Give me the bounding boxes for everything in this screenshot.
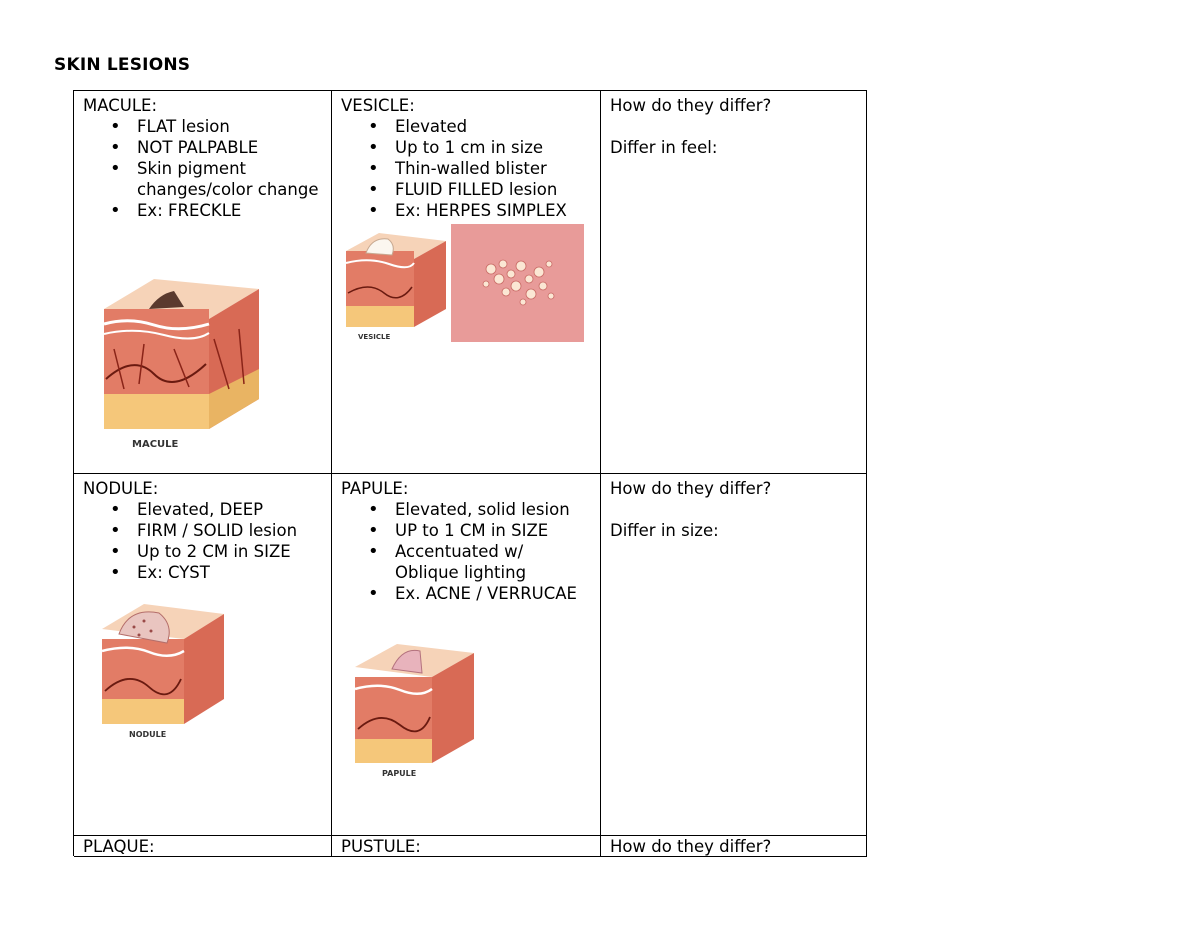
list-item: • Accentuated w/ Oblique lighting <box>341 541 592 583</box>
cell-comparison-3 <box>601 836 867 857</box>
comparison-answer: Differ in feel: <box>610 138 718 157</box>
plaque-heading: PLAQUE: <box>83 837 155 856</box>
list-item: • FIRM / SOLID lesion <box>83 520 323 541</box>
list-item: • Ex: FRECKLE <box>83 200 323 221</box>
papule-bullet-list <box>341 499 592 604</box>
vesicle-heading: VESICLE: <box>341 96 415 115</box>
papule-diagram <box>352 639 477 779</box>
comparison-question: How do they differ? <box>610 96 772 115</box>
comparison-answer: Differ in size: <box>610 521 719 540</box>
cell-macule <box>74 91 332 474</box>
document-title: SKIN LESIONS <box>54 55 191 75</box>
nodule-diagram <box>99 599 229 739</box>
cell-comparison-1 <box>601 91 867 474</box>
list-item: • Ex: HERPES SIMPLEX <box>341 200 592 221</box>
comparison-question: How do they differ? <box>610 837 772 856</box>
lesion-table <box>73 90 867 856</box>
macule-heading: MACULE: <box>83 96 158 115</box>
macule-diagram <box>94 269 264 449</box>
list-item: • NOT PALPABLE <box>83 137 323 158</box>
list-item: • UP to 1 CM in SIZE <box>341 520 592 541</box>
cell-comparison-2 <box>601 474 867 836</box>
macule-caption: MACULE <box>132 439 179 449</box>
list-item: • Up to 2 CM in SIZE <box>83 541 323 562</box>
papule-caption: PAPULE <box>382 769 417 778</box>
herpes-photo <box>451 224 584 342</box>
cell-nodule <box>74 474 332 836</box>
list-item: • Elevated <box>341 116 592 137</box>
cell-vesicle <box>332 91 601 474</box>
list-item: • Thin-walled blister <box>341 158 592 179</box>
papule-heading: PAPULE: <box>341 479 409 498</box>
pustule-heading: PUSTULE: <box>341 837 421 856</box>
list-item: • Elevated, solid lesion <box>341 499 592 520</box>
list-item: • FLAT lesion <box>83 116 323 137</box>
list-item: • Elevated, DEEP <box>83 499 323 520</box>
comparison-question: How do they differ? <box>610 479 772 498</box>
vesicle-diagram <box>344 231 449 341</box>
cell-plaque <box>74 836 332 857</box>
vesicle-bullet-list <box>341 116 592 221</box>
nodule-bullet-list <box>83 499 323 583</box>
list-item: • FLUID FILLED lesion <box>341 179 592 200</box>
list-item: • Ex: CYST <box>83 562 323 583</box>
list-item: • Up to 1 cm in size <box>341 137 592 158</box>
cell-papule <box>332 474 601 836</box>
vesicle-caption: VESICLE <box>358 333 391 341</box>
macule-bullet-list <box>83 116 323 221</box>
nodule-heading: NODULE: <box>83 479 159 498</box>
nodule-caption: NODULE <box>129 730 167 739</box>
cell-pustule <box>332 836 601 857</box>
list-item: • Ex. ACNE / VERRUCAE <box>341 583 592 604</box>
list-item: • Skin pigment changes/color change <box>83 158 323 200</box>
